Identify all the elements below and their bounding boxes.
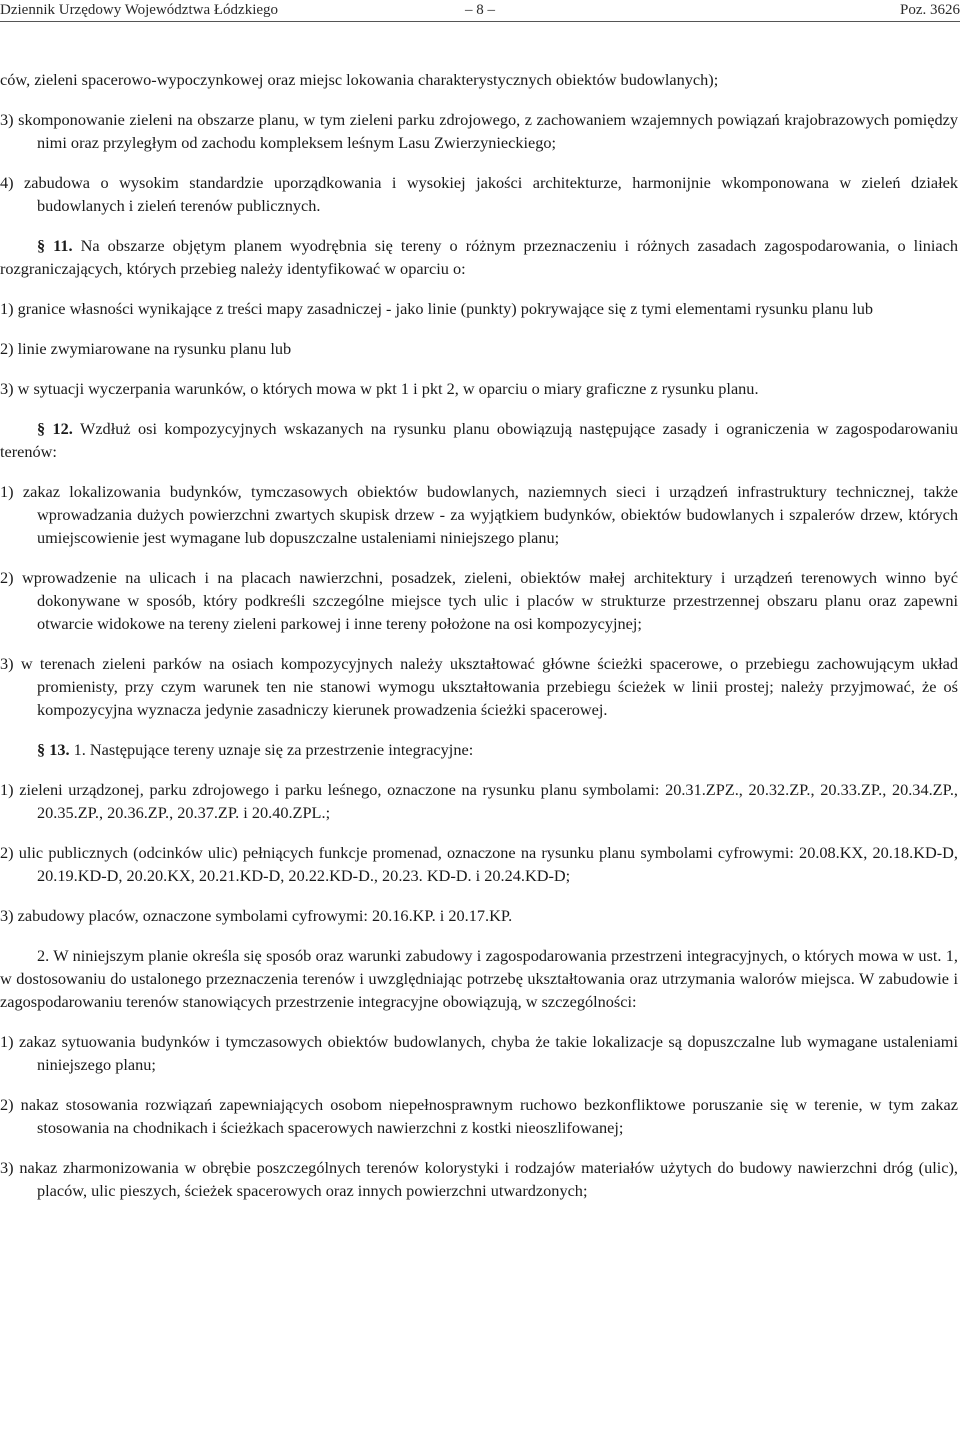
header-divider [0,21,960,22]
list-item: 2) ulic publicznych (odcinków ulic) pełniących funkcje promenad, oznaczone na rysunku planu symbolami cyfrowymi: 20.08.KX, 20.18.KD-D, 20.19.KD-D, 20.20.KX, 20.21.KD-D, 20.22.KD-D., 20.23. KD-D. i 20.24.KD-D; [0,843,958,885]
section-text: Na obszarze objętym planem wyodrębnia się tereny o różnym przeznaczeniu i różnych zasadach zagospodarowania, o liniach rozgraniczających, których przebieg należy identyfikować w oparciu o: [0,236,958,278]
list-item: 3) zabudowy placów, oznaczone symbolami cyfrowymi: 20.16.KP. i 20.17.KP. [0,906,513,925]
page-number: – 8 – [465,2,495,18]
list-item: 3) w sytuacji wyczerpania warunków, o których mowa w pkt 1 i pkt 2, w oparciu o miary graficzne z rysunku planu. [0,379,759,398]
section-12 [0,417,958,463]
list-item: 1) zakaz sytuowania budynków i tymczasowych obiektów budowlanych, chyba że takie lokalizacje są dopuszczalne lub wymagane ustaleniami niniejszego planu; [0,1032,958,1074]
page-header [0,0,960,22]
section-text: 1. Następujące tereny uznaje się za przestrzenie integracyjne: [69,740,474,759]
document-body [0,68,958,1219]
section-number: § 13. [37,740,70,759]
list-item: 4) zabudowa o wysokim standardzie uporządkowania i wysokiej jakości architekturze, harmonijnie wkomponowana w zieleń działek budowlanych i zieleń terenów publicznych. [0,173,958,215]
journal-title: Dziennik Urzędowy Województwa Łódzkiego [0,2,279,18]
list-item: 3) w terenach zieleni parków na osiach kompozycyjnych należy ukształtować główne ścieżki spacerowe, o przebiegu zachowującym układ promienisty, przy czym warunek ten nie stanowi wymogu ukształtowania przebiegu ścieżek w linii prostej; należy przyjmować, że oś kompozycyjna wyznacza jedynie zasadniczy kierunek prowadzenia ścieżki spacerowej. [0,654,958,719]
list-item: 1) zieleni urządzonej, parku zdrojowego i parku leśnego, oznaczone na rysunku planu symbolami: 20.31.ZPZ., 20.32.ZP., 20.33.ZP., 20.34.ZP., 20.35.ZP., 20.36.ZP., 20.37.ZP. i 20.40.ZPL.; [0,780,958,822]
list-item: 2) nakaz stosowania rozwiązań zapewniających osobom niepełnosprawnym ruchowo bezkonfliktowe poruszanie się w terenie, w tym zakaz stosowania na chodnikach i ścieżkach spacerowych nawierzchni z kostki nieoszlifowanej; [0,1095,958,1137]
list-item: 2) linie zwymiarowane na rysunku planu lub [0,339,292,358]
section-13 [0,738,958,761]
section-number: § 12. [37,419,73,438]
section-13-paragraph-2: 2. W niniejszym planie określa się sposób oraz warunki zabudowy i zagospodarowania przestrzeni integracyjnych, o których mowa w ust. 1, w dostosowaniu do ustalonego przeznaczenia terenów i uwzględniając potrzebę ukształtowania oraz utrzymania walorów miejsca. W zabudowie i zagospodarowaniu terenów stanowiących przestrzenie integracyjne obowiązują, w szczególności: [0,946,958,1011]
section-number: § 11. [37,236,73,255]
list-item: 3) nakaz zharmonizowania w obrębie poszczególnych terenów kolorystyki i rodzajów materiałów użytych do budowy nawierzchni dróg (ulic), placów, ulic pieszych, ścieżek spacerowych oraz innych powierzchni utwardzonych; [0,1158,958,1200]
paragraph-continuation: ców, zieleni spacerowo-wypoczynkowej oraz miejsc lokowania charakterystycznych obiektów budowlanych); [0,70,719,89]
section-11 [0,234,958,280]
list-item: 2) wprowadzenie na ulicach i na placach nawierzchni, posadzek, zieleni, obiektów małej architektury i urządzeń terenowych winno być dokonywane w sposób, który podkreśli szczególne miejsce tych ulic i placów w strukturze przestrzennej obszaru planu oraz zapewni otwarcie widokowe na tereny zieleni parkowej i inne tereny położone na osi kompozycyjnej; [0,568,958,633]
list-item: 1) granice własności wynikające z treści mapy zasadniczej - jako linie (punkty) pokrywające się z tymi elementami rysunku planu lub [0,299,874,318]
section-text: Wzdłuż osi kompozycyjnych wskazanych na rysunku planu obowiązują następujące zasady i ograniczenia w zagospodarowaniu terenów: [0,419,958,461]
list-item: 3) skomponowanie zieleni na obszarze planu, w tym zieleni parku zdrojowego, z zachowaniem wzajemnych powiązań krajobrazowych pomiędzy nimi oraz przyległym od zachodu kompleksem leśnym Lasu Zwierzynieckiego; [0,110,958,152]
position-number: Poz. 3626 [900,2,960,18]
list-item: 1) zakaz lokalizowania budynków, tymczasowych obiektów budowlanych, naziemnych sieci i urządzeń infrastruktury technicznej, także wprowadzania dużych powierzchni zwartych skupisk drzew - za wyjątkiem budynków, obiektów budowlanych i szpalerów drzew, których umiejscowienie jest wymagane lub dopuszczalne ustaleniami niniejszego planu; [0,482,958,547]
